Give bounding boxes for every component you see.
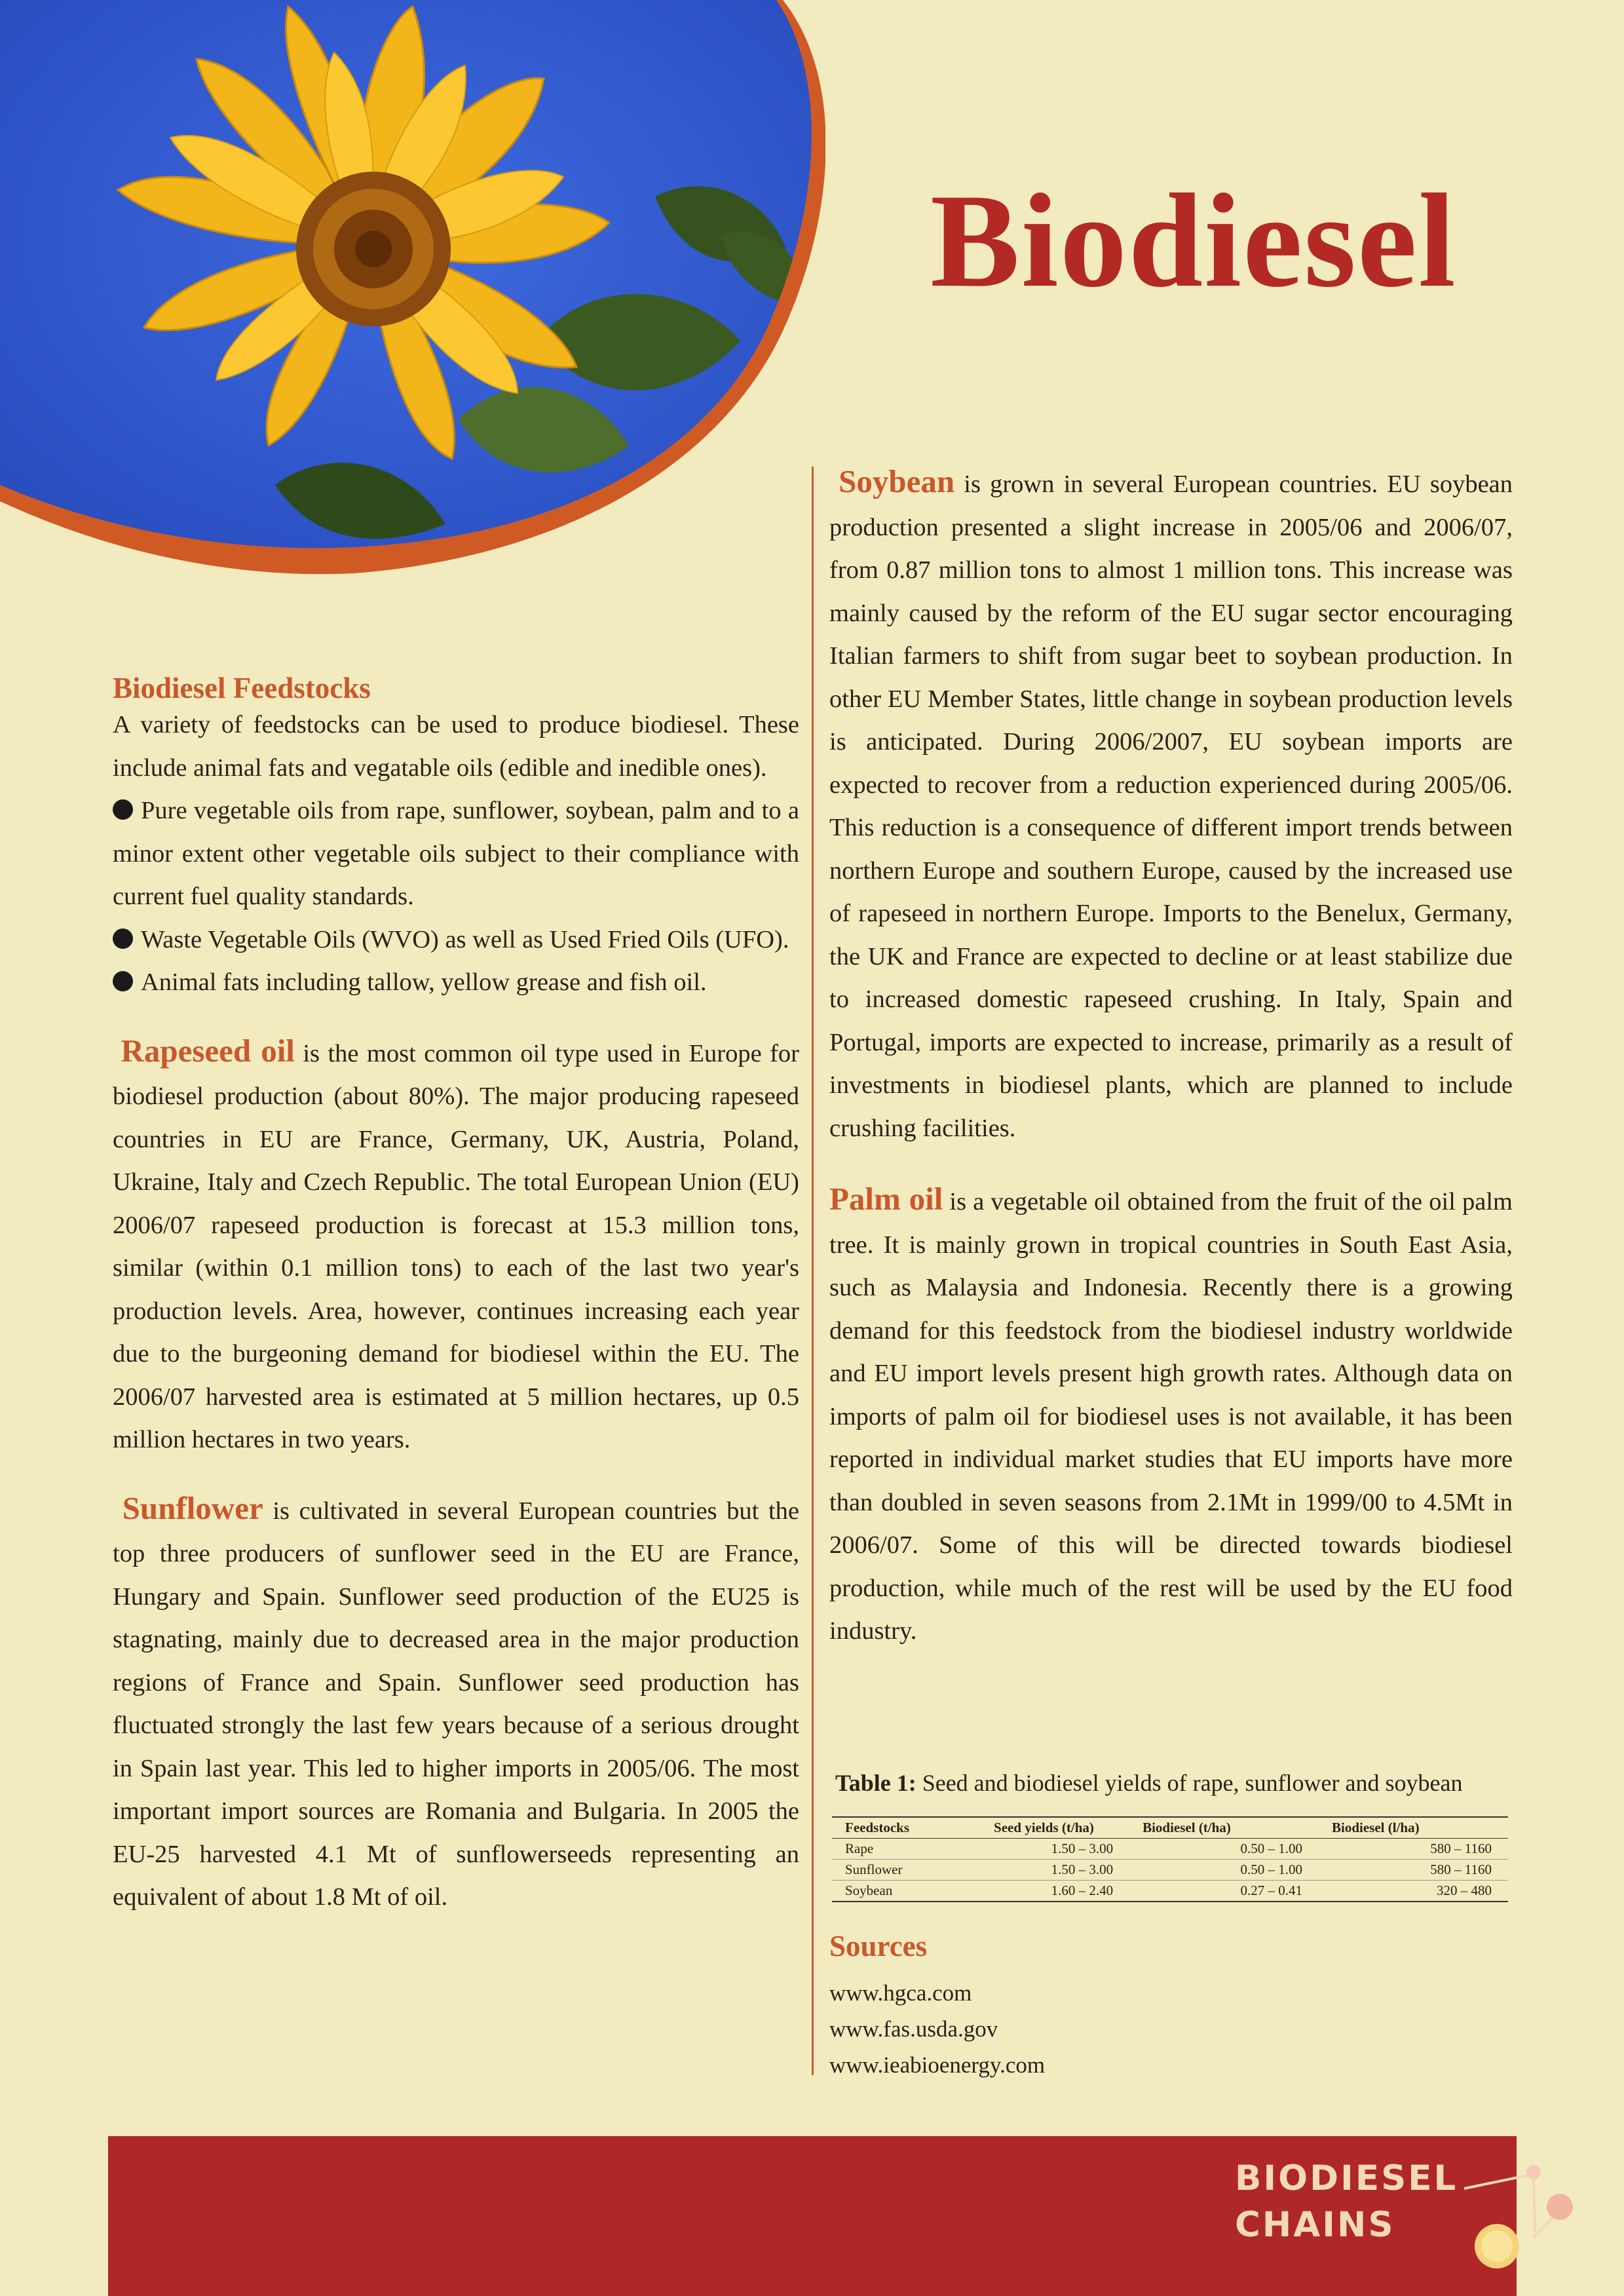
sunflower-photo [0, 0, 825, 590]
table-row [832, 1881, 1508, 1902]
table-row [832, 1839, 1508, 1860]
column-divider [812, 467, 814, 2075]
table-row [832, 1860, 1508, 1881]
table-header: Biodiesel (l/ha) [1319, 1817, 1508, 1839]
rapeseed-lead: Rapeseed oil [121, 1032, 295, 1069]
table-cell: 1.60 – 2.40 [981, 1881, 1129, 1902]
source-link[interactable]: www.ieabioenergy.com [829, 2052, 1046, 2078]
table-cell: 0.50 – 1.00 [1129, 1839, 1319, 1860]
bullet-icon [113, 928, 133, 949]
feedstocks-heading: Biodiesel Feedstocks [113, 672, 371, 704]
table-cell: Sunflower [832, 1860, 981, 1881]
table-cell: 1.50 – 3.00 [981, 1839, 1129, 1860]
table-cell: 0.50 – 1.00 [1129, 1860, 1319, 1881]
bullet-icon [113, 971, 133, 991]
table-cell: 580 – 1160 [1319, 1860, 1508, 1881]
table-header: Seed yields (t/ha) [981, 1817, 1129, 1839]
soybean-lead: Soybean [839, 463, 955, 499]
page-title: Biodiesel [930, 166, 1457, 315]
feedstock-bullet: Animal fats including tallow, yellow grease and fish oil. [113, 961, 799, 1004]
right-column [829, 460, 1513, 1653]
table-cell: 580 – 1160 [1319, 1839, 1508, 1860]
table-header-row [832, 1817, 1508, 1839]
sunflower-paragraph: Sunflower is cultivated in several European countries but the top three producers of sunflower seed in the EU are France, Hungary and Spain. Sunflower seed production of the EU25 is stagnating, mainly due to decreased area in the major production regions of France and Spain. Sunflower seed production has fluctuated strongly the last few years because of a serious drought in Spain last year. This led to higher imports in 2005/06. The most important import sources are Romania and Bulgaria. In 2005 the EU-25 harvested 4.1 Mt of sunflowerseeds representing an equivalent of about 1.8 Mt of oil. [113, 1489, 799, 1911]
table-cell: Soybean [832, 1881, 981, 1902]
table-caption: Table 1: Seed and biodiesel yields of rape, sunflower and soybean [835, 1770, 1463, 1796]
footer-band [108, 2136, 1517, 2296]
palm-lead: Palm oil [829, 1181, 943, 1217]
feedstock-bullet: Pure vegetable oils from rape, sunflower, soybean, palm and to a minor extent other vegetable oils subject to their compliance with current fuel quality standards. [113, 797, 799, 910]
biodiesel-chains-logo: BIODIESEL CHAINS [1235, 2158, 1458, 2245]
left-column [113, 668, 799, 1919]
molecule-icon [1366, 2149, 1576, 2280]
table-header: Feedstocks [832, 1817, 981, 1839]
yields-table [832, 1816, 1508, 1902]
source-link[interactable]: www.fas.usda.gov [829, 2016, 998, 2042]
table-cell: 1.50 – 3.00 [981, 1860, 1129, 1881]
table-cell: 320 – 480 [1319, 1881, 1508, 1902]
rapeseed-paragraph: Rapeseed oil is the most common oil type used in Europe for biodiesel production (about 80%). The major producing rapeseed countries in EU are France, Germany, UK, Austria, Poland, Ukraine, Italy and Czech Republic. The total European Union (EU) 2006/07 rapeseed production is forecast at 15.3 million tons, similar (within 0.1 million tons) to each of the last two year's production levels. Area, however, continues increasing each year due to the burgeoning demand for biodiesel within the EU. The 2006/07 harvested area is estimated at 5 million hectares, up 0.5 million hectares in two years. [113, 1032, 800, 1453]
table-cell: 0.27 – 0.41 [1129, 1881, 1319, 1902]
feedstock-bullet: Waste Vegetable Oils (WVO) as well as Used Fried Oils (UFO). [113, 919, 799, 962]
bullet-icon [113, 799, 133, 820]
table-header: Biodiesel (t/ha) [1129, 1817, 1319, 1839]
feedstocks-intro: A variety of feedstocks can be used to produce biodiesel. These include animal fats and vegatable oils (edible and inedible ones). [113, 711, 799, 782]
sunflower-lead: Sunflower [122, 1489, 263, 1526]
sources-heading: Sources [829, 1930, 928, 1962]
palm-paragraph: Palm oil is a vegetable oil obtained from the fruit of the oil palm tree. It is mainly grown in tropical countries in South East Asia, such as Malaysia and Indonesia. Recently there is a growing demand for this feedstock from the biodiesel industry worldwide and EU import levels present high growth rates. Although data on imports of palm oil for biodiesel uses is not available, it has been reported in individual market studies that EU imports have more than doubled in seven seasons from 2.1Mt in 1999/00 to 4.5Mt in 2006/07. Some of this will be directed towards biodiesel production, while much of the rest will be used by the EU food industry. [829, 1181, 1513, 1645]
table-cell: Rape [832, 1839, 981, 1860]
source-link[interactable]: www.hgca.com [829, 1980, 972, 2006]
soybean-paragraph: Soybean is grown in several European countries. EU soybean production presented a slight increase in 2005/06 and 2006/07, from 0.87 million tons to almost 1 million tons. This increase was mainly caused by the reform of the EU sugar sector encouraging Italian farmers to shift from sugar beet to soybean production. In other EU Member States, little change in soybean production levels is anticipated. During 2006/2007, EU soybean imports are expected to recover from a reduction experienced during 2005/06. This reduction is a consequence of different import trends between northern Europe and southern Europe, caused by the increased use of rapeseed in northern Europe. Imports to the Benelux, Germany, the UK and France are expected to decline or at least stabilize due to increased domestic rapeseed crushing. In Italy, Spain and Portugal, imports are expected to increase, primarily as a result of investments in biodiesel plants, which are planned to include crushing facilities. [829, 463, 1513, 1142]
